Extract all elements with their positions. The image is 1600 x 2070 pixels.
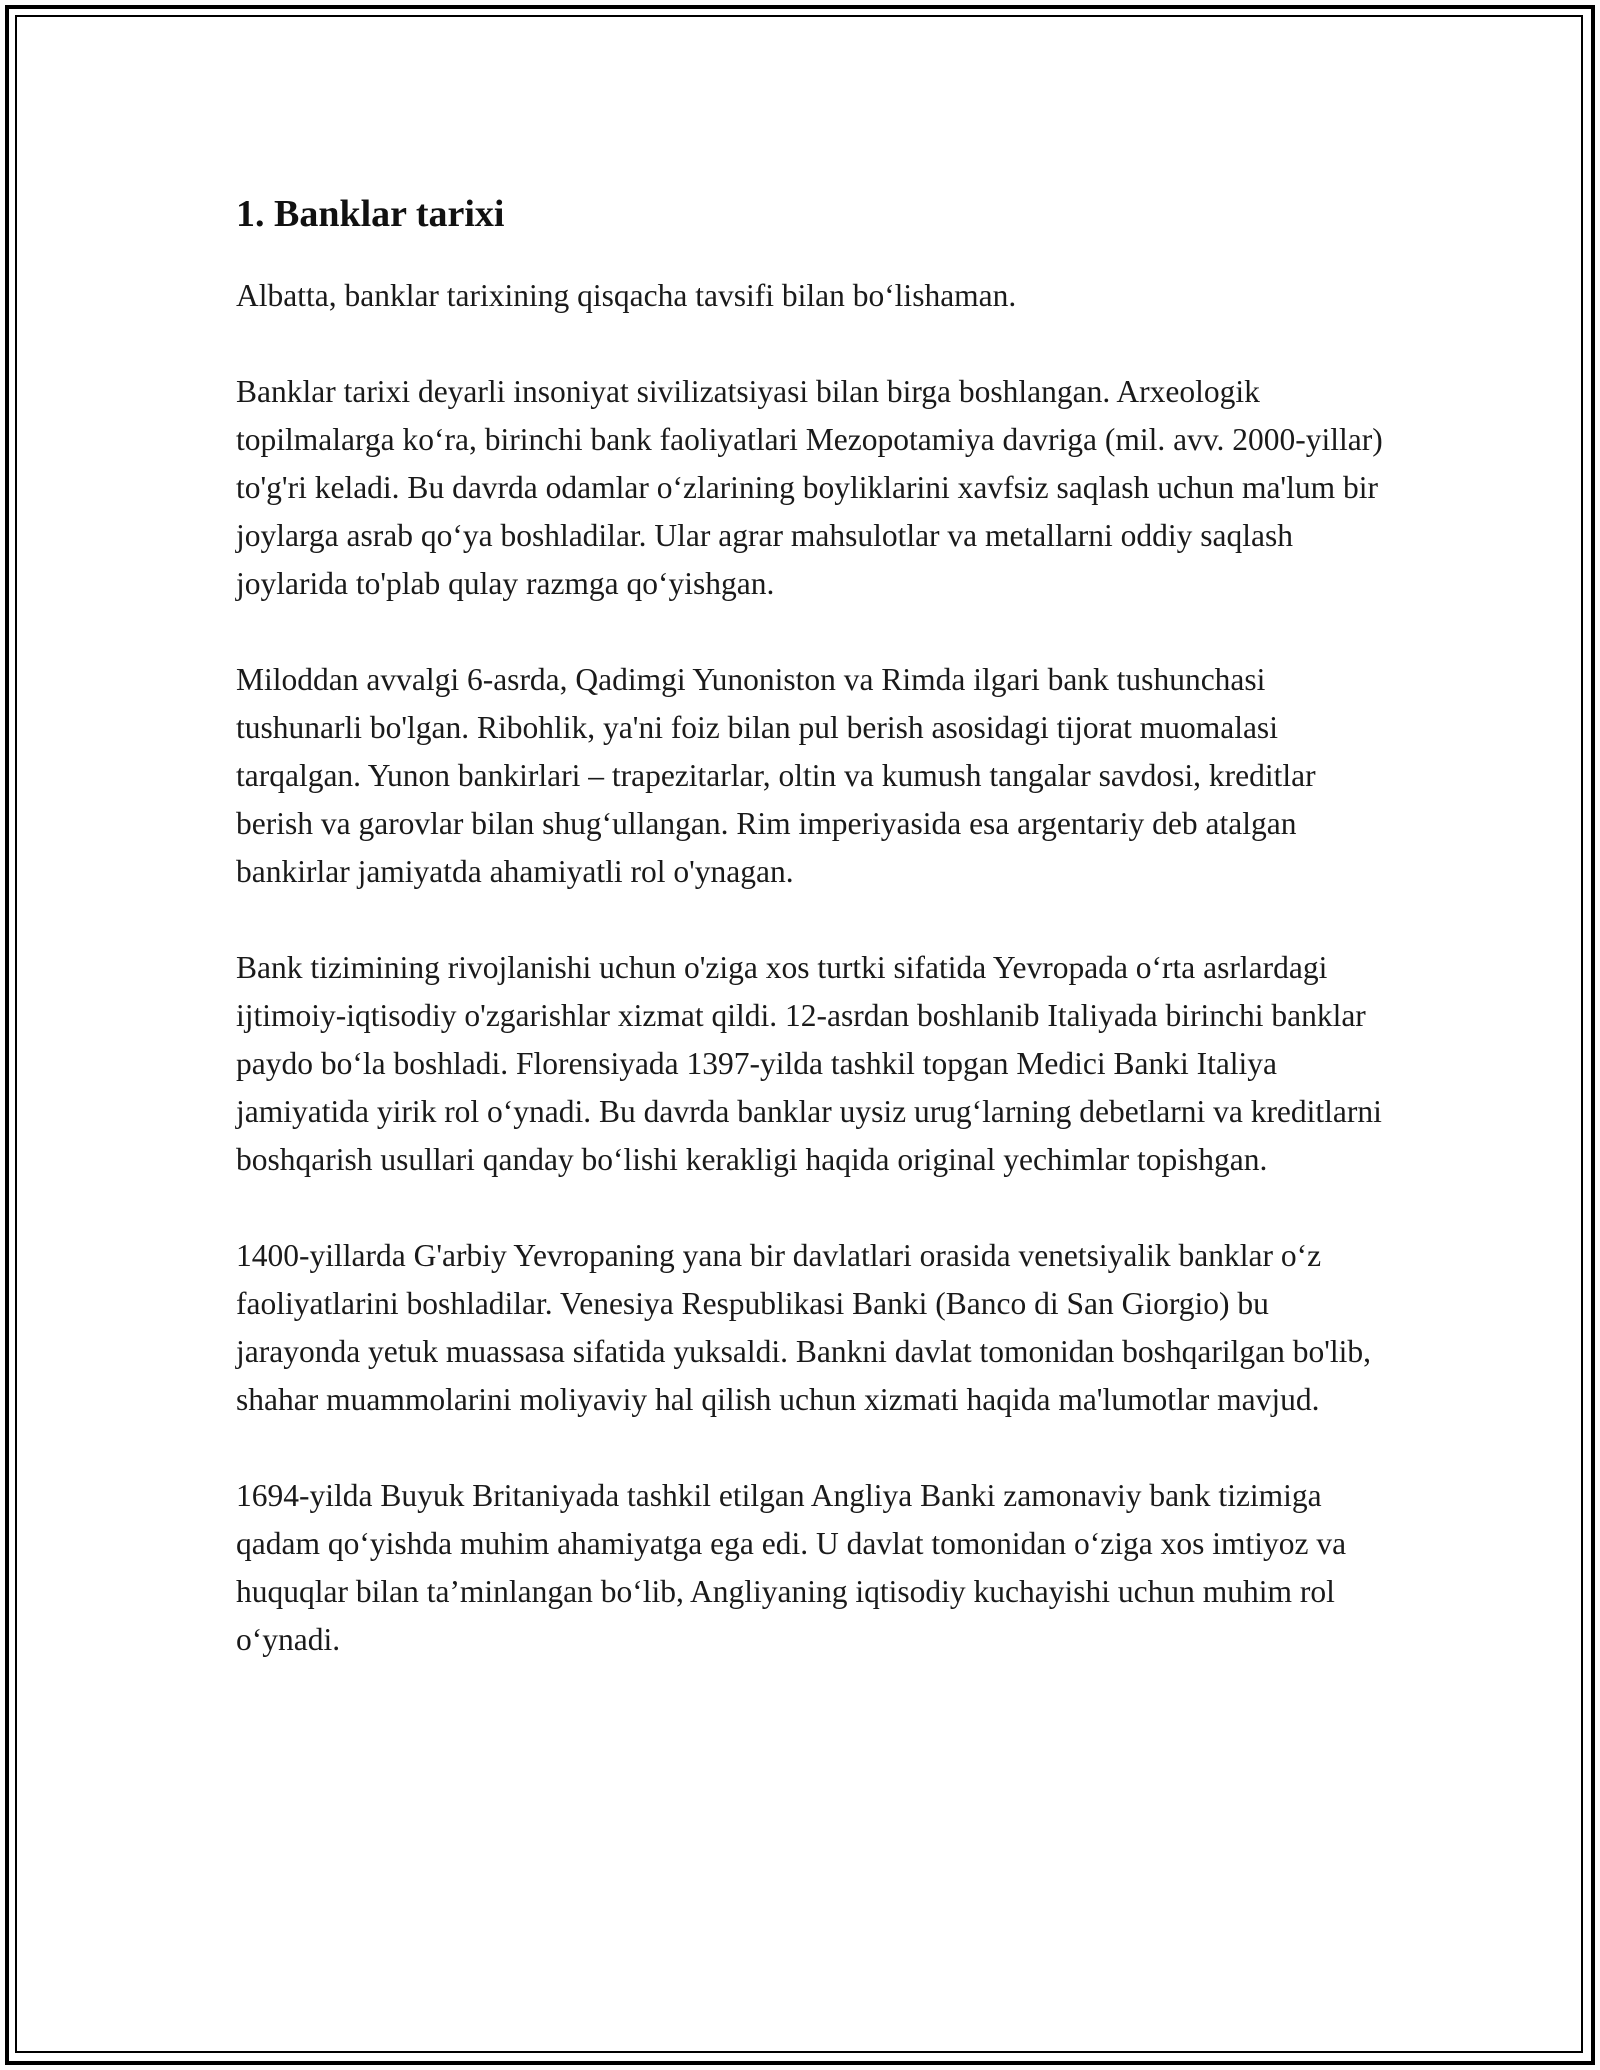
paragraph-greece-rome: Miloddan avvalgi 6-asrda, Qadimgi Yunoniston va Rimda ilgari bank tushunchasi tushunarli bo'lgan. Ribohlik, ya'ni foiz bilan pul berish asosidagi tijorat muomalasi tarqalgan. Yunon bankirlari – trapezitarlar, oltin va kumush tangalar savdosi, kreditlar berish va garovlar bilan shug‘ullangan. Rim imperiyasida esa argentariy deb atalgan bankirlar jamiyatda ahamiyatli rol o'ynagan. [236,662,1316,889]
paragraph-mesopotamia: Banklar tarixi deyarli insoniyat sivilizatsiyasi bilan birga boshlangan. Arxeologik topilmalarga ko‘ra, birinchi bank faoliyatlari Mezopotamiya davriga (mil. avv. 2000-yillar) to'g'ri keladi. Bu davrda odamlar o‘zlarining boyliklarini xavfsiz saqlash uchun ma'lum bir joylarga asrab qo‘ya boshladilar. Ular agrar mahsulotlar va metallarni oddiy saqlash joylarida to'plab qulay razmga qo‘yishgan. [236,374,1383,601]
document-body [236,186,1386,1712]
paragraph-intro: Albatta, banklar tarixining qisqacha tavsifi bilan bo‘lishaman. [236,278,1017,313]
paragraph-italy: Bank tizimining rivojlanishi uchun o'ziga xos turtki sifatida Yevropada o‘rta asrlardagi ijtimoiy-iqtisodiy o'zgarishlar xizmat qildi. 12-asrdan boshlanib Italiyada birinchi banklar paydo bo‘la boshladi. Florensiyada 1397-yilda tashkil topgan Medici Banki Italiya jamiyatida yirik rol o‘ynadi. Bu davrda banklar uysiz urug‘larning debetlarni va kreditlarni boshqarish usullari qanday bo‘lishi kerakligi haqida original yechimlar topishgan. [236,950,1382,1177]
paragraph-england: 1694-yilda Buyuk Britaniyada tashkil etilgan Angliya Banki zamonaviy bank tizimiga qadam qo‘yishda muhim ahamiyatga ega edi. U davlat tomonidan o‘ziga xos imtiyoz va huquqlar bilan ta’minlangan bo‘lib, Angliyaning iqtisodiy kuchayishi uchun muhim rol o‘ynadi. [236,1478,1347,1657]
paragraph-venice: 1400-yillarda G'arbiy Yevropaning yana bir davlatlari orasida venetsiyalik banklar o‘z faoliyatlarini boshladilar. Venesiya Respublikasi Banki (Banco di San Giorgio) bu jarayonda yetuk muassasa sifatida yuksaldi. Bankni davlat tomonidan boshqarilgan bo'lib, shahar muammolarini moliyaviy hal qilish uchun xizmati haqida ma'lumotlar mavjud. [236,1238,1372,1417]
section-title: 1. Banklar tarixi [236,193,505,235]
